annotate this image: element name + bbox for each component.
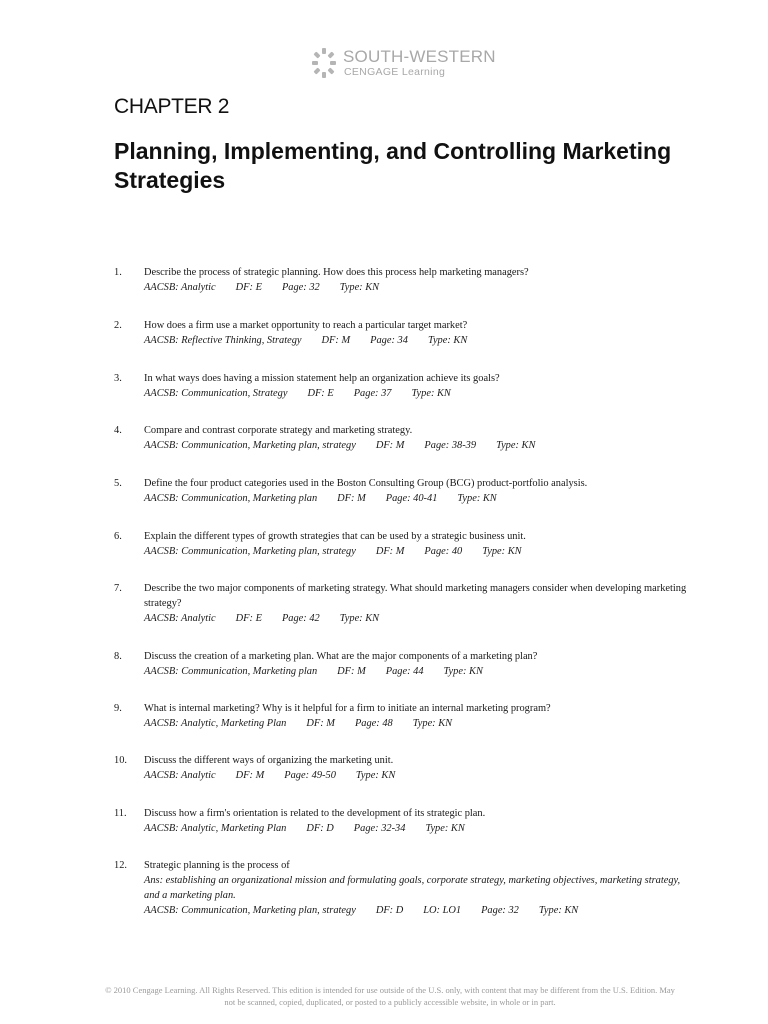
question-meta	[144, 716, 694, 731]
meta-type: Type: KN	[355, 770, 396, 781]
meta-type: Type: KN	[482, 546, 522, 557]
meta-df: DF: M	[306, 718, 335, 729]
meta-df: DF: E	[235, 613, 262, 624]
meta-page: Page: 32-34	[353, 823, 406, 834]
question-number: 6.	[114, 531, 122, 542]
meta-page: Page: 48	[354, 718, 393, 729]
question-meta	[144, 333, 694, 348]
meta-df: DF: M	[337, 666, 366, 677]
question-text: What is internal marketing? Why is it helpful for a firm to initiate an internal marketing program?	[144, 703, 551, 714]
meta-aacsb: AACSB: Communication, Marketing plan, strategy	[144, 440, 356, 451]
meta-page: Page: 42	[281, 613, 320, 624]
question-number: 2.	[114, 320, 122, 331]
page-title: Planning, Implementing, and Controlling Marketing Strategies	[114, 138, 672, 193]
meta-type: Type: KN	[538, 905, 579, 916]
chapter-label: CHAPTER 2	[114, 95, 230, 118]
meta-aacsb: AACSB: Analytic, Marketing Plan	[144, 718, 287, 729]
question-number: 4.	[114, 425, 122, 436]
question-text: Discuss the creation of a marketing plan. What are the major components of a marketing plan?	[144, 651, 538, 662]
meta-aacsb: AACSB: Analytic	[144, 770, 216, 781]
question-meta	[144, 438, 694, 453]
meta-type: Type: KN	[339, 282, 380, 293]
question-text: Discuss the different ways of organizing the marketing unit.	[144, 755, 394, 766]
question-text: Strategic planning is the process of	[144, 860, 290, 871]
question-number: 7.	[114, 583, 122, 594]
meta-df: DF: M	[337, 493, 366, 504]
question-number: 8.	[114, 651, 122, 662]
copyright-footer: © 2010 Cengage Learning. All Rights Reserved. This edition is intended for use outside of the U.S. only, with content that may be different from the U.S. Edition. May not be scanned, copied, duplicated, or posted to a publicly accessible website, in whole or in part.	[105, 985, 675, 1007]
meta-type: Type: KN	[411, 388, 451, 399]
meta-type: Type: KN	[427, 335, 468, 346]
question-text: Compare and contrast corporate strategy and marketing strategy.	[144, 425, 413, 436]
question-meta	[144, 280, 694, 295]
question-meta	[144, 664, 694, 679]
meta-type: Type: KN	[443, 666, 483, 677]
question-meta	[144, 611, 694, 626]
question-meta	[144, 768, 694, 783]
question-meta	[144, 821, 694, 836]
meta-page: Page: 38-39	[424, 440, 477, 451]
meta-aacsb: AACSB: Communication, Strategy	[144, 388, 288, 399]
meta-page: Page: 37	[353, 388, 392, 399]
question-number: 5.	[114, 478, 122, 489]
meta-page: Page: 40-41	[385, 493, 438, 504]
meta-df: DF: D	[306, 823, 334, 834]
publisher-logo	[311, 46, 501, 82]
meta-aacsb: AACSB: Analytic, Marketing Plan	[144, 823, 287, 834]
meta-aacsb: AACSB: Analytic	[144, 613, 216, 624]
meta-df: DF: E	[307, 388, 334, 399]
meta-df: DF: M	[375, 546, 405, 557]
answer-text: Ans: establishing an organizational mission and formulating goals, corporate strategy, marketing objectives, marketing strategy, and a marketing plan.	[144, 875, 681, 901]
meta-page: Page: 44	[385, 666, 424, 677]
meta-aacsb: AACSB: Reflective Thinking, Strategy	[144, 335, 302, 346]
question-text: How does a firm use a market opportunity to reach a particular target market?	[144, 320, 468, 331]
question-text: Describe the two major components of marketing strategy. What should marketing managers consider when developing marketing strategy?	[144, 583, 687, 609]
meta-type: Type: KN	[412, 718, 453, 729]
meta-type: Type: KN	[339, 613, 380, 624]
meta-page: Page: 34	[370, 335, 408, 346]
meta-page: Page: 32	[281, 282, 320, 293]
question-meta	[144, 491, 694, 506]
meta-page: Page: 49-50	[284, 770, 336, 781]
meta-aacsb: AACSB: Communication, Marketing plan, strategy	[144, 905, 356, 916]
meta-df: DF: M	[321, 335, 351, 346]
question-number: 12.	[114, 860, 127, 871]
meta-aacsb: AACSB: Analytic	[144, 282, 216, 293]
question-meta	[144, 544, 694, 559]
question-text: Describe the process of strategic planning. How does this process help marketing managers?	[144, 267, 529, 278]
logo-line-2: CENGAGE Learning	[344, 66, 446, 78]
question-number: 10.	[114, 755, 127, 766]
question-number: 1.	[114, 267, 122, 278]
meta-df: DF: M	[375, 440, 405, 451]
question-text: Discuss how a firm's orientation is related to the development of its strategic plan.	[144, 808, 486, 819]
question-number: 3.	[114, 373, 122, 384]
meta-page: Page: 40	[424, 546, 463, 557]
meta-df: DF: M	[235, 770, 265, 781]
meta-type: Type: KN	[425, 823, 465, 834]
meta-aacsb: AACSB: Communication, Marketing plan, strategy	[144, 546, 356, 557]
question-text: Explain the different types of growth strategies that can be used by a strategic business unit.	[144, 531, 526, 542]
question-number: 9.	[114, 703, 122, 714]
meta-df: DF: D	[375, 905, 404, 916]
question-meta	[144, 386, 694, 401]
meta-aacsb: AACSB: Communication, Marketing plan	[144, 493, 318, 504]
cengage-burst-icon	[311, 48, 337, 78]
meta-aacsb: AACSB: Communication, Marketing plan	[144, 666, 318, 677]
logo-line-1: SOUTH-WESTERN	[343, 47, 496, 66]
meta-page: Page: 32	[481, 905, 519, 916]
meta-df: DF: E	[235, 282, 262, 293]
meta-type: Type: KN	[496, 440, 536, 451]
meta-lo: LO: LO1	[423, 905, 462, 916]
question-number: 11.	[114, 808, 127, 819]
question-text: Define the four product categories used in the Boston Consulting Group (BCG) product-portfolio analysis.	[144, 478, 588, 489]
meta-type: Type: KN	[457, 493, 497, 504]
question-meta	[144, 903, 694, 918]
question-text: In what ways does having a mission statement help an organization achieve its goals?	[144, 373, 500, 384]
